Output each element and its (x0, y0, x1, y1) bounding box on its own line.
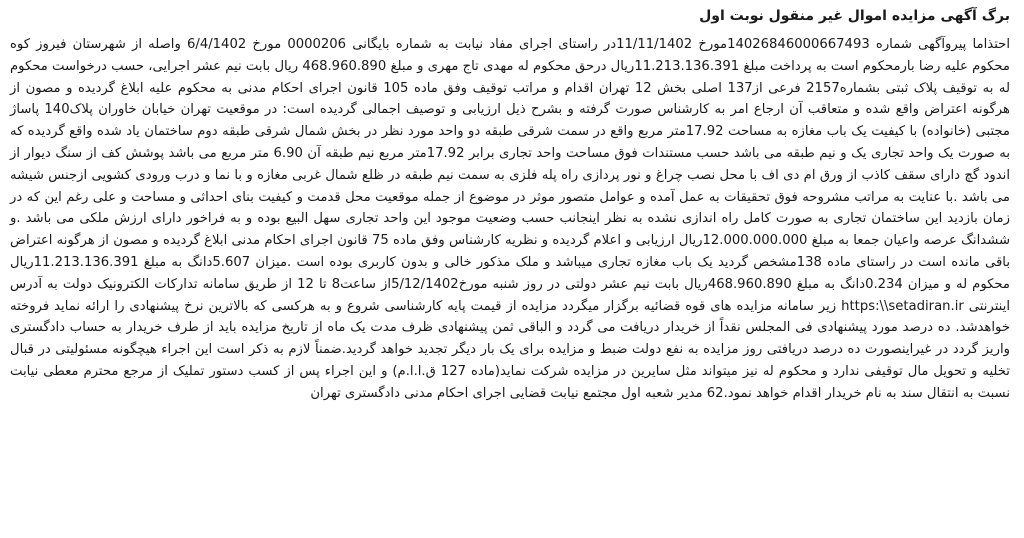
notice-title: برگ آگهی مزایده اموال غیر منقول نوبت اول (699, 8, 1010, 24)
notice-body: احتذاما پیروآگهی شماره 14026846000667493مورخ 11/11/1402در راستای اجرای مفاد نیابت به شماره بایگانی 0000206 مورخ 6/4/1402 واصله از شهرستان فیروز کوه محکوم علیه رضا بارمحکوم است به پرداخت مبلغ 11.213.136.391ریال درحق محکوم له مهدی تاج مهری و مبلغ 468.960.890 ریال بابت نیم عشر اجرایی، حسب درخواست محکوم له به توقیف پلاک ثبتی بشماره2157 فرعی از137 اصلی بخش 12 تهران اقدام و مراتب توقیف وفق ماده 105 قانون اجرای احکام مدنی به محکوم علیه ابلاغ گردیده و مصون از هرگونه اعتراض واقع شده و متعاقب آن ارجاع امر به کارشناس صورت گرفته و بشرح ذیل ارزیابی و توصیف اجمالی گردیده است: در موقعیت تهران خیابان خاوران پلاک140 پاساژ مجتبی (خانواده) با کیفیت یک باب مغازه به مساحت 17.92متر مربع واقع در سمت شرقی طبقه دو واحد مورد نظر در بخش شمال شرقی طبقه دوم ساختمان یاد شده واقع گردیده که به صورت یک واحد تجاری یک و نیم طبقه می باشد حسب مستندات فوق مساحت واحد تجاری برابر 17.92متر مربع نیم طبقه آن 6.90 متر مربع می باشد پوشش کف از سنگ دیوار از اندود گچ دارای سقف کاذب از ورق ام دی اف با محل نصب چراغ و نور پردازی راه پله فلزی به سمت نیم طبقه در ظلع شمال غربی مغازه و با نما و درب ورودی کشویی ازجنس شیشه می باشد .با عنایت به مراتب مشروحه فوق تحقیقات به عمل آمده و عوامل متصور موثر در موضوع از جمله موقعیت محل قدمت و کیفیت بنای احداثی و مساحت و علی رغم این که در زمان بازدید این ساختمان تجاری به صورت کامل راه اندازی نشده به نظر اینجانب حسب وضعیت موجود این واحد تجاری سهل البیع بوده و به فراخور دارای ارزش ملکی می باشد .و ششدانگ عرصه واعیان جمعا به مبلغ 12.000.000.000ریال ارزیابی و اعلام گردیده و نظریه کارشناس وفق ماده 75 قانون اجرای احکام مدنی ابلاغ گردیده و مصون از هرگونه اعتراض باقی مانده است در راستای ماده 138مشخص گردید یک باب مغازه تجاری میباشد و ملک مذکور خالی و بدون کاربری بوده است .میزان 5.607دانگ به مبلغ 11.213.136.391ریال محکوم له و میزان 0.234دانگ به مبلغ 468.960.890ریال بابت نیم عشر دولتی در روز شنبه مورخ5/12/1402از ساعت8 تا 12 از طریق سامانه تدارکات الکترونیک دولت به آدرس اینترنتی https:\\setadiran.ir زیر سامانه مزایده های قوه قضائیه برگزار میگردد مزایده از قیمت پایه کارشناسی شروع و به هرکسی که بالاترین نرخ پیشنهادی را ارائه نماید فروخته خواهدشد. ده درصد مورد پیشنهادی فی المجلس نقداً از خریدار دریافت می گردد و الباقی ثمن پیشنهادی ظرف مدت یک ماه از تاریخ مزایده باید از طرف خریدار به حساب دادگستری واریز گردد در غیراینصورت ده درصد دریافتی روز مزایده به نفع دولت ضبط و مزایده برای یک بار دیگر تجدید خواهد گردید.ضمناً لازم به ذکر است این اجراء هیچگونه مسئولیتی در قبال تخلیه و تحویل مال توقیفی ندارد و محکوم له نیز میتواند مثل سایرین در مزایده شرکت نماید(ماده 127 ق.ا.ا.م) و این اجراء پس از کسب دستور تملیک از مرجع محترم معطی نیابت نسبت به انتقال سند به نام خریدار اقدام خواهد نمود.62 مدیر شعبه اول مجتمع نیابت قضایی اجرای احکام مدنی دادگستری تهران (10, 37, 1011, 401)
